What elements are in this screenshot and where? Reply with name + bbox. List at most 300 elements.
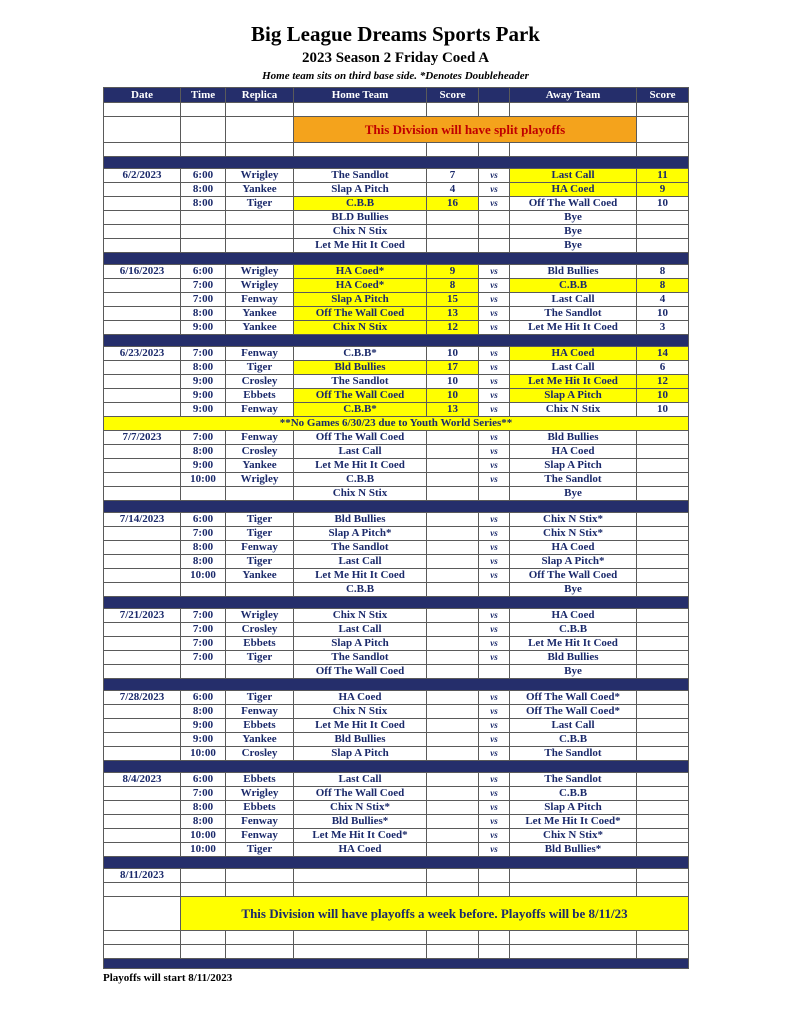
col-header-date: Date <box>104 88 181 103</box>
away-team-cell: Let Me Hit It Coed* <box>510 815 637 829</box>
time-cell: 9:00 <box>181 375 226 389</box>
empty-cell <box>181 869 226 883</box>
away-team-cell: Slap A Pitch* <box>510 555 637 569</box>
home-score-cell: 17 <box>427 361 479 375</box>
row-game <box>104 513 689 527</box>
separator-band <box>104 253 689 265</box>
row-game <box>104 555 689 569</box>
away-score-cell: 10 <box>637 403 689 417</box>
away-score-cell <box>637 773 689 787</box>
col-header-away-team: Away Team <box>510 88 637 103</box>
home-team-cell: Last Call <box>294 445 427 459</box>
date-cell <box>104 361 181 375</box>
row-game <box>104 691 689 705</box>
vs-cell: vs <box>479 527 510 541</box>
date-cell <box>104 389 181 403</box>
home-team-cell: C.B.B <box>294 197 427 211</box>
home-score-cell <box>427 623 479 637</box>
time-cell: 7:00 <box>181 527 226 541</box>
home-score-cell <box>427 787 479 801</box>
row-game <box>104 473 689 487</box>
row-playoff <box>104 897 689 931</box>
home-team-cell: C.B.B <box>294 473 427 487</box>
col-header-time: Time <box>181 88 226 103</box>
empty-cell <box>181 103 226 117</box>
away-team-cell: Slap A Pitch <box>510 801 637 815</box>
row-game <box>104 265 689 279</box>
vs-cell: vs <box>479 361 510 375</box>
empty-cell <box>510 869 637 883</box>
vs-cell: vs <box>479 829 510 843</box>
row-game <box>104 843 689 857</box>
home-score-cell: 7 <box>427 169 479 183</box>
time-cell <box>181 583 226 597</box>
away-team-cell: Last Call <box>510 719 637 733</box>
away-score-cell <box>637 473 689 487</box>
home-team-cell: Slap A Pitch <box>294 637 427 651</box>
home-team-cell: Last Call <box>294 773 427 787</box>
replica-cell <box>226 665 294 679</box>
empty-cell <box>226 945 294 959</box>
away-score-cell <box>637 691 689 705</box>
away-score-cell <box>637 541 689 555</box>
home-score-cell: 15 <box>427 293 479 307</box>
row-game <box>104 569 689 583</box>
empty-cell <box>294 931 427 945</box>
away-team-cell: HA Coed <box>510 183 637 197</box>
vs-cell: vs <box>479 801 510 815</box>
away-team-cell: HA Coed <box>510 445 637 459</box>
vs-cell <box>479 487 510 501</box>
row-game <box>104 733 689 747</box>
home-team-cell: Bld Bullies <box>294 513 427 527</box>
away-team-cell: C.B.B <box>510 279 637 293</box>
away-score-cell: 4 <box>637 293 689 307</box>
away-score-cell <box>637 843 689 857</box>
time-cell: 7:00 <box>181 637 226 651</box>
home-score-cell: 10 <box>427 347 479 361</box>
away-score-cell <box>637 487 689 501</box>
away-team-cell: Chix N Stix* <box>510 513 637 527</box>
empty-cell <box>427 883 479 897</box>
row-sep <box>104 501 689 513</box>
time-cell: 9:00 <box>181 321 226 335</box>
away-team-cell: HA Coed <box>510 541 637 555</box>
row-game <box>104 183 689 197</box>
row-game <box>104 651 689 665</box>
home-team-cell: BLD Bullies <box>294 211 427 225</box>
vs-cell: vs <box>479 307 510 321</box>
row-sep <box>104 597 689 609</box>
away-team-cell: Off The Wall Coed <box>510 569 637 583</box>
row-bar <box>104 959 689 969</box>
page-header <box>0 0 791 82</box>
away-team-cell: Slap A Pitch <box>510 459 637 473</box>
row-game <box>104 527 689 541</box>
home-score-cell <box>427 665 479 679</box>
away-score-cell <box>637 583 689 597</box>
date-cell <box>104 293 181 307</box>
home-team-cell: Bld Bullies <box>294 733 427 747</box>
home-score-cell <box>427 609 479 623</box>
row-game <box>104 773 689 787</box>
empty-cell <box>181 117 226 143</box>
home-score-cell: 16 <box>427 197 479 211</box>
row-bye <box>104 211 689 225</box>
row-empty <box>104 931 689 945</box>
away-team-cell: HA Coed <box>510 609 637 623</box>
vs-cell: vs <box>479 459 510 473</box>
date-cell <box>104 239 181 253</box>
empty-cell <box>181 883 226 897</box>
vs-cell: vs <box>479 651 510 665</box>
vs-cell: vs <box>479 705 510 719</box>
time-cell: 7:00 <box>181 623 226 637</box>
empty-cell <box>637 103 689 117</box>
away-team-cell: Chix N Stix* <box>510 527 637 541</box>
empty-cell <box>181 945 226 959</box>
separator-band <box>104 501 689 513</box>
home-score-cell <box>427 773 479 787</box>
date-cell <box>104 473 181 487</box>
empty-cell <box>510 103 637 117</box>
away-team-cell: Last Call <box>510 293 637 307</box>
replica-cell: Fenway <box>226 829 294 843</box>
time-cell: 10:00 <box>181 473 226 487</box>
home-team-cell: Bld Bullies <box>294 361 427 375</box>
home-team-cell: Chix N Stix <box>294 487 427 501</box>
empty-cell <box>181 143 226 157</box>
home-score-cell <box>427 487 479 501</box>
away-team-cell: Chix N Stix <box>510 403 637 417</box>
home-score-cell <box>427 801 479 815</box>
home-score-cell <box>427 651 479 665</box>
row-game <box>104 321 689 335</box>
vs-cell <box>479 211 510 225</box>
col-header-score: Score <box>427 88 479 103</box>
away-score-cell: 10 <box>637 389 689 403</box>
date-cell <box>104 719 181 733</box>
page-subtitle: 2023 Season 2 Friday Coed A <box>301 50 490 66</box>
row-game <box>104 609 689 623</box>
home-team-cell: Slap A Pitch* <box>294 527 427 541</box>
home-team-cell: C.B.B <box>294 583 427 597</box>
home-score-cell <box>427 445 479 459</box>
home-team-cell: Chix N Stix <box>294 705 427 719</box>
replica-cell: Fenway <box>226 541 294 555</box>
col-header-home-team: Home Team <box>294 88 427 103</box>
away-team-cell: Off The Wall Coed <box>510 197 637 211</box>
vs-cell: vs <box>479 569 510 583</box>
time-cell <box>181 487 226 501</box>
home-score-cell <box>427 843 479 857</box>
row-sep <box>104 679 689 691</box>
empty-cell <box>104 897 181 931</box>
away-team-cell: Bld Bullies* <box>510 843 637 857</box>
time-cell: 10:00 <box>181 569 226 583</box>
away-team-cell: The Sandlot <box>510 307 637 321</box>
date-cell <box>104 445 181 459</box>
home-team-cell: Off The Wall Coed <box>294 389 427 403</box>
vs-cell: vs <box>479 555 510 569</box>
away-score-cell <box>637 459 689 473</box>
empty-cell <box>104 143 181 157</box>
replica-cell: Yankee <box>226 733 294 747</box>
empty-cell <box>479 143 510 157</box>
home-team-cell: The Sandlot <box>294 169 427 183</box>
replica-cell: Yankee <box>226 321 294 335</box>
time-cell: 8:00 <box>181 801 226 815</box>
home-score-cell <box>427 431 479 445</box>
away-team-cell: HA Coed <box>510 347 637 361</box>
time-cell: 6:00 <box>181 773 226 787</box>
replica-cell: Yankee <box>226 569 294 583</box>
replica-cell: Tiger <box>226 843 294 857</box>
date-cell <box>104 665 181 679</box>
time-cell <box>181 211 226 225</box>
time-cell: 6:00 <box>181 691 226 705</box>
away-team-cell: Slap A Pitch <box>510 389 637 403</box>
replica-cell: Ebbets <box>226 773 294 787</box>
home-team-cell: Chix N Stix <box>294 321 427 335</box>
time-cell <box>181 239 226 253</box>
date-cell <box>104 651 181 665</box>
empty-cell <box>427 143 479 157</box>
home-team-cell: HA Coed* <box>294 265 427 279</box>
home-team-cell: Let Me Hit It Coed* <box>294 829 427 843</box>
row-bye <box>104 225 689 239</box>
date-cell <box>104 197 181 211</box>
away-team-cell: Bye <box>510 211 637 225</box>
time-cell: 9:00 <box>181 403 226 417</box>
home-score-cell <box>427 211 479 225</box>
time-cell <box>181 225 226 239</box>
date-cell: 6/16/2023 <box>104 265 181 279</box>
away-team-cell: Bye <box>510 583 637 597</box>
row-game <box>104 445 689 459</box>
replica-cell: Wrigley <box>226 473 294 487</box>
away-score-cell <box>637 431 689 445</box>
time-cell: 9:00 <box>181 719 226 733</box>
replica-cell: Tiger <box>226 513 294 527</box>
empty-cell <box>427 931 479 945</box>
time-cell: 10:00 <box>181 843 226 857</box>
date-cell <box>104 403 181 417</box>
away-team-cell: The Sandlot <box>510 747 637 761</box>
row-bye <box>104 487 689 501</box>
vs-cell: vs <box>479 623 510 637</box>
vs-cell: vs <box>479 513 510 527</box>
empty-cell <box>294 103 427 117</box>
vs-cell <box>479 583 510 597</box>
replica-cell: Wrigley <box>226 787 294 801</box>
playoffs-banner: This Division will have playoffs a week before. Playoffs will be 8/11/23 <box>181 897 689 931</box>
page-title: Big League Dreams Sports Park <box>251 22 540 46</box>
away-team-cell: Chix N Stix* <box>510 829 637 843</box>
away-score-cell: 14 <box>637 347 689 361</box>
home-score-cell <box>427 541 479 555</box>
date-cell <box>104 801 181 815</box>
vs-cell: vs <box>479 265 510 279</box>
vs-cell: vs <box>479 197 510 211</box>
home-team-cell: Off The Wall Coed <box>294 431 427 445</box>
row-game <box>104 403 689 417</box>
away-team-cell: Bld Bullies <box>510 651 637 665</box>
date-cell: 8/4/2023 <box>104 773 181 787</box>
replica-cell: Yankee <box>226 459 294 473</box>
replica-cell: Fenway <box>226 403 294 417</box>
date-cell <box>104 183 181 197</box>
vs-cell: vs <box>479 321 510 335</box>
row-game <box>104 389 689 403</box>
away-team-cell: The Sandlot <box>510 773 637 787</box>
replica-cell: Tiger <box>226 361 294 375</box>
home-score-cell: 13 <box>427 307 479 321</box>
vs-cell: vs <box>479 733 510 747</box>
empty-cell <box>294 869 427 883</box>
vs-cell <box>479 239 510 253</box>
time-cell: 7:00 <box>181 651 226 665</box>
away-team-cell: Bld Bullies <box>510 431 637 445</box>
schedule-table <box>103 87 689 969</box>
home-team-note: Home team sits on third base side. *Denotes Doubleheader <box>262 70 529 82</box>
bottom-band <box>104 959 689 969</box>
row-game <box>104 829 689 843</box>
replica-cell: Crosley <box>226 623 294 637</box>
empty-cell <box>226 117 294 143</box>
time-cell: 7:00 <box>181 609 226 623</box>
home-score-cell <box>427 513 479 527</box>
empty-cell <box>637 931 689 945</box>
home-team-cell: Let Me Hit It Coed <box>294 719 427 733</box>
row-date <box>104 869 689 883</box>
date-cell <box>104 829 181 843</box>
empty-cell <box>226 931 294 945</box>
time-cell: 6:00 <box>181 169 226 183</box>
replica-cell <box>226 583 294 597</box>
home-team-cell: Off The Wall Coed <box>294 665 427 679</box>
empty-cell <box>294 945 427 959</box>
empty-cell <box>637 117 689 143</box>
vs-cell: vs <box>479 183 510 197</box>
time-cell: 10:00 <box>181 829 226 843</box>
home-score-cell <box>427 225 479 239</box>
date-cell <box>104 787 181 801</box>
home-team-cell: The Sandlot <box>294 375 427 389</box>
away-score-cell: 12 <box>637 375 689 389</box>
row-game <box>104 169 689 183</box>
replica-cell: Fenway <box>226 347 294 361</box>
date-cell <box>104 623 181 637</box>
date-cell <box>104 279 181 293</box>
home-team-cell: Slap A Pitch <box>294 293 427 307</box>
date-cell <box>104 527 181 541</box>
empty-cell <box>226 869 294 883</box>
home-score-cell: 9 <box>427 265 479 279</box>
time-cell: 8:00 <box>181 705 226 719</box>
date-cell <box>104 583 181 597</box>
home-score-cell <box>427 459 479 473</box>
empty-cell <box>510 945 637 959</box>
empty-cell <box>294 143 427 157</box>
away-team-cell: Let Me Hit It Coed <box>510 321 637 335</box>
empty-cell <box>479 103 510 117</box>
vs-cell: vs <box>479 375 510 389</box>
date-cell <box>104 747 181 761</box>
away-score-cell: 10 <box>637 307 689 321</box>
empty-cell <box>427 869 479 883</box>
home-score-cell: 4 <box>427 183 479 197</box>
away-score-cell <box>637 801 689 815</box>
vs-cell: vs <box>479 637 510 651</box>
time-cell: 7:00 <box>181 279 226 293</box>
away-score-cell <box>637 719 689 733</box>
away-team-cell: Bye <box>510 225 637 239</box>
row-game <box>104 623 689 637</box>
date-cell <box>104 541 181 555</box>
time-cell: 7:00 <box>181 787 226 801</box>
separator-band <box>104 157 689 169</box>
away-score-cell <box>637 513 689 527</box>
separator-band <box>104 597 689 609</box>
away-score-cell <box>637 787 689 801</box>
away-team-cell: C.B.B <box>510 733 637 747</box>
empty-cell <box>104 931 181 945</box>
col-header-replica: Replica <box>226 88 294 103</box>
empty-cell <box>427 103 479 117</box>
home-team-cell: HA Coed <box>294 691 427 705</box>
away-score-cell <box>637 637 689 651</box>
empty-cell <box>226 103 294 117</box>
empty-cell <box>510 883 637 897</box>
away-score-cell: 8 <box>637 265 689 279</box>
vs-cell: vs <box>479 843 510 857</box>
home-score-cell <box>427 719 479 733</box>
date-cell <box>104 705 181 719</box>
date-cell <box>104 375 181 389</box>
row-game <box>104 801 689 815</box>
empty-cell <box>181 931 226 945</box>
date-cell <box>104 321 181 335</box>
away-score-cell: 8 <box>637 279 689 293</box>
replica-cell: Ebbets <box>226 389 294 403</box>
vs-cell: vs <box>479 293 510 307</box>
vs-cell: vs <box>479 445 510 459</box>
time-cell: 8:00 <box>181 307 226 321</box>
row-bye <box>104 583 689 597</box>
vs-cell: vs <box>479 773 510 787</box>
replica-cell: Wrigley <box>226 279 294 293</box>
home-score-cell <box>427 637 479 651</box>
empty-cell <box>427 945 479 959</box>
away-score-cell <box>637 555 689 569</box>
empty-cell <box>479 869 510 883</box>
replica-cell <box>226 487 294 501</box>
away-score-cell <box>637 225 689 239</box>
replica-cell <box>226 225 294 239</box>
time-cell: 7:00 <box>181 347 226 361</box>
row-game <box>104 747 689 761</box>
vs-cell: vs <box>479 815 510 829</box>
home-team-cell: Chix N Stix <box>294 225 427 239</box>
away-score-cell <box>637 623 689 637</box>
row-bye <box>104 665 689 679</box>
no-games-banner: **No Games 6/30/23 due to Youth World Series** <box>104 417 689 431</box>
away-score-cell <box>637 651 689 665</box>
vs-cell: vs <box>479 279 510 293</box>
row-game <box>104 361 689 375</box>
home-team-cell: HA Coed <box>294 843 427 857</box>
